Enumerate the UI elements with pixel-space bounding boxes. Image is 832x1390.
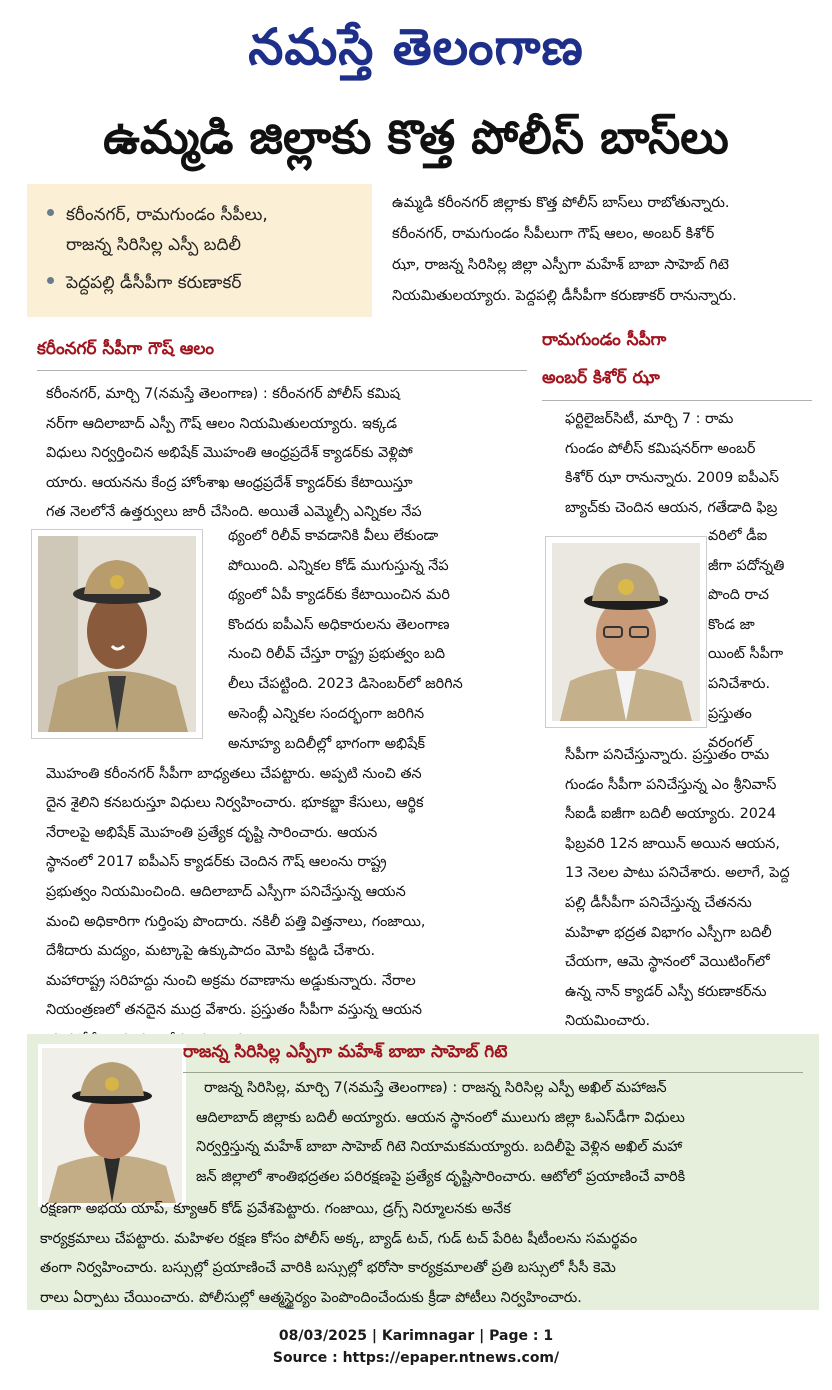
text-line: నియమించారు. <box>565 1013 651 1030</box>
left-story-title: కరీంనగర్ సీపీగా గౌష్ ఆలం <box>37 339 214 359</box>
text-line: నర్‌గా ఆదిలాబాద్ ఎస్పీ గౌష్ ఆలం నియమితులయ్యారు. ఇక్కడ <box>46 415 398 432</box>
highlight-item-continued <box>66 230 386 260</box>
text-line: పొంది రాచ <box>708 587 769 604</box>
right-story-title-line2: అంబర్ కిశోర్ ఝా <box>542 368 660 388</box>
text-line: యింట్ సీపీగా <box>708 646 784 663</box>
text-line: జన్ జిల్లాలో శాంతిభద్రతల పరిరక్షణపై ప్రత్యేక దృష్టిసారించారు. ఆటోలో ప్రయాణించే వారికి <box>196 1168 686 1185</box>
text-line: థ్యంలో రిలీవ్ కావడానికి వీలు లేకుండా <box>228 528 439 544</box>
highlight-text: రాజన్న సిరిసిల్ల ఎస్పీ బదిలీ <box>66 235 241 255</box>
officer-portrait-icon <box>38 536 196 732</box>
text-line: 13 నెలల పాటు పనిచేశారు. అలాగే, పెద్ద <box>565 865 790 882</box>
text-line: వరంగల్ <box>708 735 753 752</box>
text-line: దేశీదారు మద్యం, మట్కాపై ఉక్కుపాదం మోపి కట్టడి చేశారు. <box>46 943 376 960</box>
text-line: లీలు చేపట్టింది. 2023 డిసెంబర్‌లో జరిగిన <box>228 675 463 692</box>
text-line: అనూహ్య బదిలీల్లో భాగంగా అభిషేక్ <box>228 736 426 752</box>
left-story-body-bottom <box>46 730 516 1056</box>
text-line: నియంత్రణలో తనదైన ముద్ర వేశారు. ప్రస్తుతం సీపీగా వస్తున్న ఆయన <box>46 1002 422 1019</box>
summary-paragraph <box>392 188 812 312</box>
right-story-title-line1: రామగుండం సీపీగా <box>542 330 667 350</box>
text-line: ప్రభుత్వం నియమించింది. ఆదిలాబాద్ ఎస్పీగా పనిచేస్తున్న ఆయన <box>46 883 406 900</box>
right-story-body-bottom <box>565 741 813 1037</box>
summary-line: నియమితులయ్యారు. పెద్దపల్లి డీసీపీగా కరుణాకర్ రానున్నారు. <box>392 288 737 304</box>
text-line: పల్లి డీసీపీగా పనిచేస్తున్న చేతనను <box>565 894 752 911</box>
text-line: అసెంబ్లీ ఎన్నికల సందర్భంగా జరిగిన <box>228 705 425 722</box>
divider <box>37 370 527 371</box>
divider <box>542 400 812 401</box>
text-line: సీఐడీ ఐజీగా బదిలీ అయ్యారు. 2024 <box>565 806 777 823</box>
text-line: థ్యంలో ఏపీ క్యాడర్‌కు కేటాయించిన మరి <box>228 587 450 604</box>
mahesh-baba-saheb-gite-photo <box>38 1044 186 1207</box>
amber-kishor-jha-photo <box>546 537 706 727</box>
bottom-story-body-wrap <box>196 1074 806 1192</box>
bullet-icon <box>47 277 54 284</box>
text-line: స్థానంలో 2017 ఐపీఎస్ క్యాడర్‌కు చెందిన గౌష్ ఆలంను రాష్ట్ర <box>46 854 387 871</box>
edition-info: 08/03/2025 | Karimnagar | Page : 1 <box>278 1328 554 1344</box>
right-story-body-wrap <box>708 522 818 759</box>
highlight-text: పెద్దపల్లి డీసీపీగా కరుణాకర్ <box>66 273 242 293</box>
text-line: కొందరు ఐపీఎస్ అధికారులను తెలంగాణ <box>228 616 450 633</box>
text-line: రక్షణగా అభయ యాప్, క్యూఆర్ కోడ్ ప్రవేశపెట్టారు. గంజాయి, డ్రగ్స్ నిర్మూలనకు అనేక <box>40 1201 511 1217</box>
source-link[interactable]: Source : https://epaper.ntnews.com/ <box>272 1350 560 1366</box>
text-line: దైన శైలిని కనబరుస్తూ విధులు నిర్వహించారు. భూకబ్జా కేసులు, ఆర్థిక <box>46 795 424 812</box>
highlights-box <box>27 184 372 317</box>
text-line: ఆదిలాబాద్ జిల్లాకు బదిలీ అయ్యారు. ఆయన స్థానంలో ములుగు జిల్లా ఓఎస్‌డీగా విధులు <box>196 1109 685 1126</box>
summary-line: ఝా, రాజన్న సిరిసిల్ల జిల్లా ఎస్పీగా మహేశ్ బాబా సాహెబ్ గిటె <box>392 257 729 273</box>
text-line: యారు. ఆయనను కేంద్ర హోంశాఖ ఆంధ్రప్రదేశ్ క్యాడర్‌కు కేటాయిస్తూ <box>46 474 413 491</box>
text-line: మొహంతి కరీంనగర్ సీపీగా బాధ్యతలు చేపట్టారు. అప్పటి నుంచి తన <box>46 765 422 782</box>
text-line: ప్రస్తుతం <box>708 705 752 722</box>
right-story-body-top <box>565 405 813 523</box>
text-line: చేయగా, ఆమె స్థానంలో వెయిటింగ్‌లో <box>565 954 770 971</box>
newspaper-masthead: నమస్తే తెలంగాణ <box>248 17 584 76</box>
text-line: పనిచేశారు. <box>708 675 771 692</box>
text-line: పోయింది. ఎన్నికల కోడ్ ముగుస్తున్న నేప <box>228 557 449 574</box>
officer-portrait-icon <box>42 1048 182 1203</box>
text-line: కార్యక్రమాలు చేపట్టారు. మహిళల రక్షణ కోసం పోలీస్ అక్క, బ్యాడ్ టచ్, గుడ్ టచ్ పేరిట షీటీంలను సమర్థవం <box>40 1230 638 1247</box>
highlight-item <box>47 268 367 298</box>
left-story-body-wrap <box>228 522 518 729</box>
bottom-story-body-full <box>40 1195 810 1313</box>
officer-portrait-icon <box>552 543 700 721</box>
text-line: నేరాలపై అభిషేక్ మొహంతి ప్రత్యేక దృష్టి సారించారు. ఆయన <box>46 824 378 841</box>
highlight-item <box>47 200 367 230</box>
text-line: గుండం పోలీస్ కమిషనర్‌గా అంబర్ <box>565 440 756 457</box>
text-line: ఉన్న నాన్ క్యాడర్ ఎస్పీ కరుణాకర్‌ను <box>565 983 767 1000</box>
text-line: మంచి అధికారిగా గుర్తింపు పొందారు. నకిలీ పత్తి విత్తనాలు, గంజాయి, <box>46 913 426 930</box>
bullet-icon <box>47 209 54 216</box>
text-line: ఫర్టిలైజర్‌సిటీ, మార్చి 7 : రామ <box>565 411 734 427</box>
summary-line: ఉమ్మడి కరీంనగర్ జిల్లాకు కొత్త పోలీస్ బాస్‌లు రాబోతున్నారు. <box>392 195 730 211</box>
bottom-story-title: రాజన్న సిరిసిల్ల ఎస్పీగా మహేశ్ బాబా సాహెబ్ గిటె <box>183 1042 508 1062</box>
divider <box>183 1072 803 1073</box>
text-line: రాలు ఏర్పాటు చేయించారు. పోలీసుల్లో ఆత్మస్థైర్యం పెంపొందించేందుకు క్రీడా పోటీలు నిర్వహించారు. <box>40 1289 582 1306</box>
page-footer <box>0 1325 832 1369</box>
summary-line: కరీంనగర్, రామగుండం సీపీలుగా గౌష్ ఆలం, అంబర్ కిశోర్ <box>392 226 715 242</box>
gaush-alam-photo <box>32 530 202 738</box>
text-line: కొండ జా <box>708 616 755 633</box>
text-line: రాజన్న సిరిసిల్ల, మార్చి 7(నమస్తే తెలంగాణ) : రాజన్న సిరిసిల్ల ఎస్పీ అఖిల్ మహాజన్ <box>204 1080 667 1096</box>
text-line: కిశోర్ ఝా రానున్నారు. 2009 ఐపీఎస్ <box>565 470 779 487</box>
text-line: మహిళా భద్రత విభాగం ఎస్పీగా బదిలీ <box>565 924 772 941</box>
text-line: ఫిబ్రవరి 12న జాయిన్ అయిన ఆయన, <box>565 835 780 852</box>
text-line: సీపీగా పనిచేస్తున్నారు. ప్రస్తుతం రామ <box>565 747 770 763</box>
text-line: గత నెలలోనే ఉత్తర్వులు జారీ చేసింది. అయితే ఎమ్మెల్సీ ఎన్నికల నేప <box>46 504 422 521</box>
text-line: కరీంనగర్, మార్చి 7(నమస్తే తెలంగాణ) : కరీంనగర్ పోలీస్ కమిష <box>46 386 401 402</box>
text-line: నుంచి రిలీవ్ చేస్తూ రాష్ట్ర ప్రభుత్వం బది <box>228 646 446 663</box>
left-story-body-top <box>46 380 516 528</box>
text-line: గుండం సీపీగా పనిచేస్తున్న ఎం శ్రీనివాస్ <box>565 776 777 793</box>
page-headline: ఉమ్మడి జిల్లాకు కొత్త పోలీస్ బాస్‌లు <box>103 110 729 164</box>
text-line: నిర్వర్తిస్తున్న మహేశ్ బాబా సాహెబ్ గిటె నియామకమయ్యారు. బదిలీపై వెళ్లిన అఖిల్ మహా <box>196 1139 683 1156</box>
text-line: మహారాష్ట్ర సరిహద్దు నుంచి అక్రమ రవాణాను అడ్డుకున్నారు. నేరాల <box>46 972 416 989</box>
text-line: జీగా పదోన్నతి <box>708 557 785 574</box>
text-line: బ్యాచ్‌కు చెందిన ఆయన, గతేడాది ఫిబ్ర <box>565 499 778 516</box>
text-line: విధులు నిర్వర్తించిన అభిషేక్ మొహంతి ఆంధ్రప్రదేశ్ క్యాడర్‌కు వెళ్లిపో <box>46 445 413 462</box>
text-line: వరిలో డీఐ <box>708 528 768 544</box>
text-line: తంగా నిర్వహించారు. బస్సుల్లో ప్రయాణించే వారికి బస్సుల్లో భరోసా కార్యక్రమాలతో ప్రతి బస్సులో సీసీ కెమె <box>40 1260 616 1277</box>
highlight-text: కరీంనగర్, రామగుండం సీపీలు, <box>66 205 268 225</box>
